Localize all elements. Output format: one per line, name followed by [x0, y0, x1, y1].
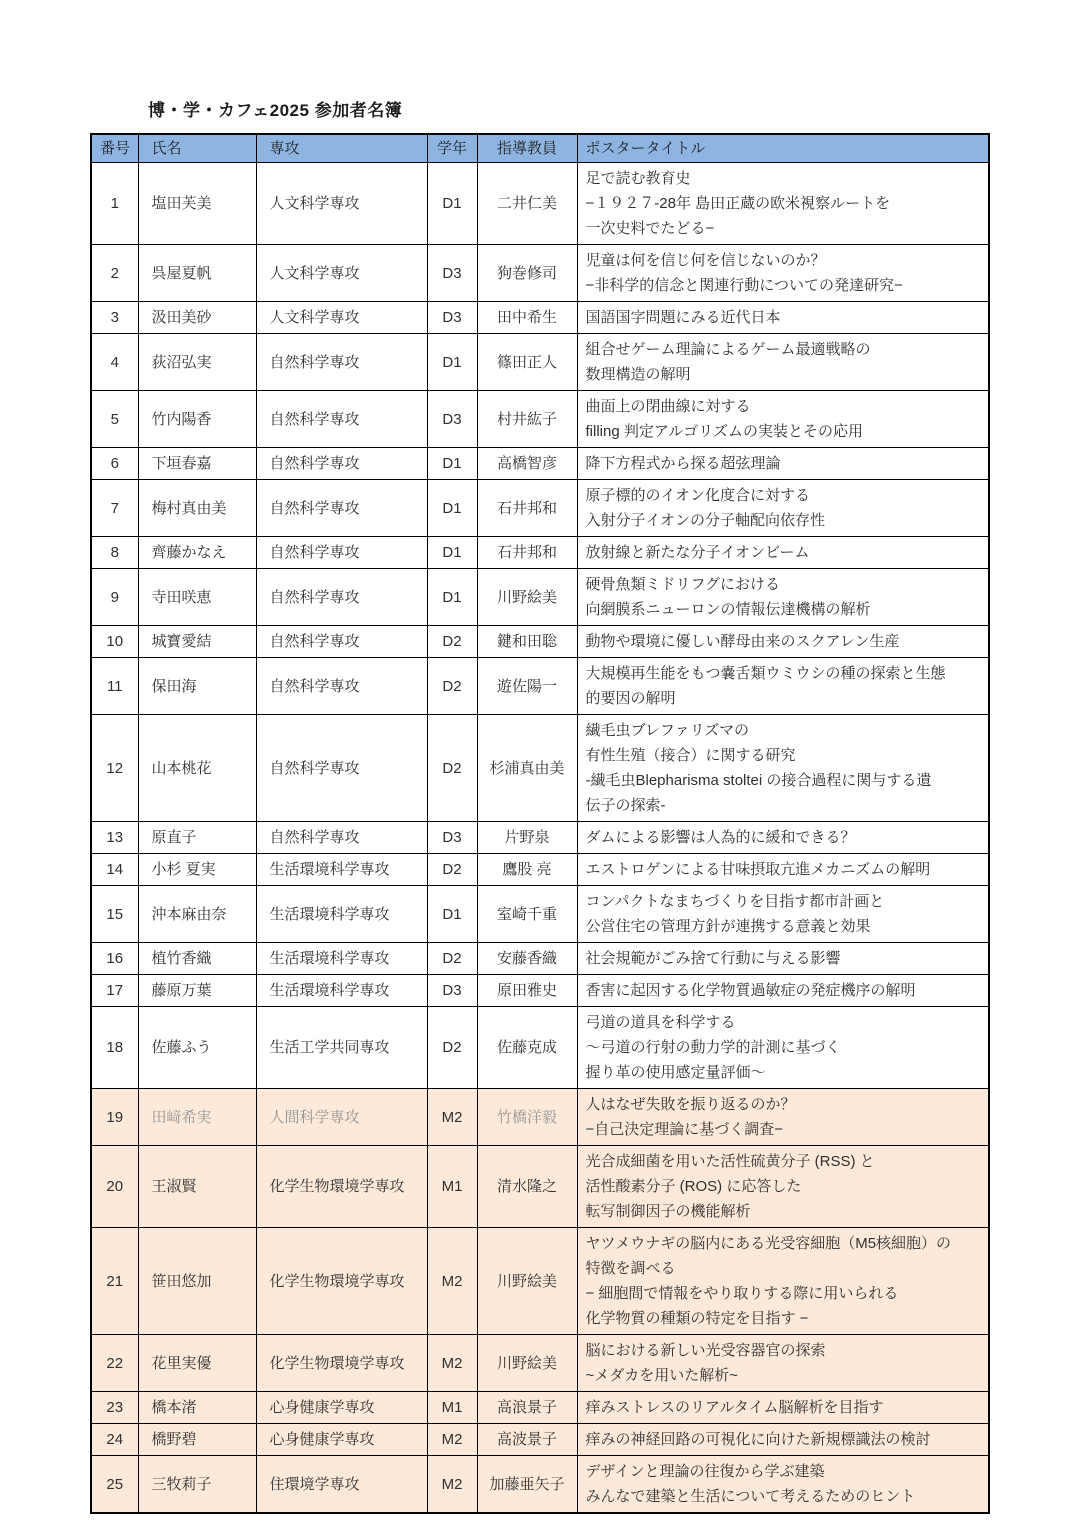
cell-year: D1: [427, 480, 477, 537]
cell-advisor: 高波景子: [477, 1424, 577, 1456]
table-row: [91, 569, 989, 626]
cell-year: D1: [427, 163, 477, 245]
cell-advisor: 二井仁美: [477, 163, 577, 245]
cell-major: 生活環境科学専攻: [256, 854, 427, 886]
table-row: [91, 854, 989, 886]
table-row: [91, 334, 989, 391]
cell-year: D2: [427, 943, 477, 975]
table-row: [91, 537, 989, 569]
cell-advisor: 田中希生: [477, 302, 577, 334]
column-header-0: 番号: [91, 134, 138, 163]
table-row: [91, 975, 989, 1007]
cell-major: 自然科学専攻: [256, 480, 427, 537]
cell-number: 24: [91, 1424, 138, 1456]
cell-advisor: 川野絵美: [477, 569, 577, 626]
cell-major: 人文科学専攻: [256, 163, 427, 245]
cell-name: 笹田悠加: [138, 1228, 256, 1335]
cell-poster-title: 大規模再生能をもつ嚢舌類ウミウシの種の探索と生態 的要因の解明: [577, 658, 989, 715]
cell-advisor: 加藤亜矢子: [477, 1456, 577, 1514]
cell-year: M2: [427, 1228, 477, 1335]
cell-poster-title: ダムによる影響は人為的に緩和できる？: [577, 822, 989, 854]
cell-poster-title: 児童は何を信じ何を信じないのか？ −非科学的信念と関連行動についての発達研究−: [577, 245, 989, 302]
cell-advisor: 安藤香織: [477, 943, 577, 975]
cell-name: 梅村真由美: [138, 480, 256, 537]
cell-poster-title: コンパクトなまちづくりを目指す都市計画と 公営住宅の管理方針が連携する意義と効果: [577, 886, 989, 943]
cell-year: D3: [427, 302, 477, 334]
table-row: [91, 1335, 989, 1392]
cell-advisor: 高浪景子: [477, 1392, 577, 1424]
column-header-5: ポスタータイトル: [577, 134, 989, 163]
table-row: [91, 1456, 989, 1514]
table-row: [91, 1089, 989, 1146]
cell-poster-title: 光合成細菌を用いた活性硫黄分子 (RSS) と 活性酸素分子 (ROS) に応答した 転写制御因子の機能解析: [577, 1146, 989, 1228]
cell-major: 生活環境科学専攻: [256, 975, 427, 1007]
table-row: [91, 1424, 989, 1456]
cell-advisor: 竹橋洋毅: [477, 1089, 577, 1146]
table-row: [91, 1392, 989, 1424]
table-header-row: [91, 134, 989, 163]
cell-number: 13: [91, 822, 138, 854]
cell-major: 自然科学専攻: [256, 658, 427, 715]
cell-advisor: 鷹股 亮: [477, 854, 577, 886]
cell-poster-title: 曲面上の閉曲線に対する filling 判定アルゴリズムの実装とその応用: [577, 391, 989, 448]
cell-name: 塩田芙美: [138, 163, 256, 245]
cell-number: 3: [91, 302, 138, 334]
cell-year: M2: [427, 1335, 477, 1392]
cell-advisor: 村井紘子: [477, 391, 577, 448]
cell-name: 下垣春嘉: [138, 448, 256, 480]
cell-number: 20: [91, 1146, 138, 1228]
cell-major: 自然科学専攻: [256, 391, 427, 448]
cell-major: 生活工学共同専攻: [256, 1007, 427, 1089]
cell-poster-title: デザインと理論の往復から学ぶ建築 みんなで建築と生活について考えるためのヒント: [577, 1456, 989, 1514]
cell-major: 心身健康学専攻: [256, 1424, 427, 1456]
cell-poster-title: 脳における新しい光受容器官の探索 ~メダカを用いた解析~: [577, 1335, 989, 1392]
table-row: [91, 626, 989, 658]
cell-name: 汲田美砂: [138, 302, 256, 334]
cell-major: 自然科学専攻: [256, 569, 427, 626]
cell-number: 11: [91, 658, 138, 715]
table-row: [91, 943, 989, 975]
cell-name: 植竹香織: [138, 943, 256, 975]
table-row: [91, 245, 989, 302]
cell-number: 6: [91, 448, 138, 480]
table-row: [91, 658, 989, 715]
cell-year: D2: [427, 1007, 477, 1089]
table-row: [91, 480, 989, 537]
column-header-4: 指導教員: [477, 134, 577, 163]
table-row: [91, 302, 989, 334]
cell-name: 橋野碧: [138, 1424, 256, 1456]
cell-poster-title: 動物や環境に優しい酵母由来のスクアレン生産: [577, 626, 989, 658]
cell-name: 花里実優: [138, 1335, 256, 1392]
cell-major: 生活環境科学専攻: [256, 886, 427, 943]
cell-major: 人文科学専攻: [256, 302, 427, 334]
cell-number: 4: [91, 334, 138, 391]
cell-advisor: 高橋智彦: [477, 448, 577, 480]
table-row: [91, 391, 989, 448]
cell-number: 22: [91, 1335, 138, 1392]
cell-name: 齊藤かなえ: [138, 537, 256, 569]
cell-major: 自然科学専攻: [256, 822, 427, 854]
page-title: 博・学・カフェ2025 参加者名簿: [148, 101, 403, 120]
cell-poster-title: 繊毛虫ブレファリズマの 有性生殖（接合）に関する研究 -繊毛虫Blepharisma stoltei の接合過程に関与する遺 伝子の探索-: [577, 715, 989, 822]
cell-poster-title: 人はなぜ失敗を振り返るのか？ −自己決定理論に基づく調査−: [577, 1089, 989, 1146]
table-row: [91, 715, 989, 822]
table-row: [91, 822, 989, 854]
cell-advisor: 川野絵美: [477, 1335, 577, 1392]
table-row: [91, 886, 989, 943]
cell-poster-title: 社会規範がごみ捨て行動に与える影響: [577, 943, 989, 975]
cell-advisor: 室崎千重: [477, 886, 577, 943]
cell-name: 田﨑希実: [138, 1089, 256, 1146]
cell-poster-title: 足で読む教育史 −１９２７-28年 島田正蔵の欧米視察ルートを 一次史料でたどる−: [577, 163, 989, 245]
cell-year: D2: [427, 715, 477, 822]
cell-number: 7: [91, 480, 138, 537]
cell-year: D3: [427, 245, 477, 302]
cell-major: 心身健康学専攻: [256, 1392, 427, 1424]
cell-major: 化学生物環境学専攻: [256, 1228, 427, 1335]
column-header-3: 学年: [427, 134, 477, 163]
cell-advisor: 石井邦和: [477, 480, 577, 537]
cell-advisor: 清水隆之: [477, 1146, 577, 1228]
cell-major: 自然科学専攻: [256, 334, 427, 391]
cell-name: 佐藤ふう: [138, 1007, 256, 1089]
cell-poster-title: 原子標的のイオン化度合に対する 入射分子イオンの分子軸配向依存性: [577, 480, 989, 537]
cell-year: D1: [427, 537, 477, 569]
cell-number: 1: [91, 163, 138, 245]
cell-major: 人間科学専攻: [256, 1089, 427, 1146]
cell-major: 自然科学専攻: [256, 715, 427, 822]
table-row: [91, 448, 989, 480]
cell-advisor: 片野泉: [477, 822, 577, 854]
table-row: [91, 1146, 989, 1228]
cell-poster-title: 弓道の道具を科学する 〜弓道の行射の動力学的計測に基づく 握り革の使用感定量評価〜: [577, 1007, 989, 1089]
cell-poster-title: 香害に起因する化学物質過敏症の発症機序の解明: [577, 975, 989, 1007]
cell-number: 23: [91, 1392, 138, 1424]
cell-name: 呉屋夏帆: [138, 245, 256, 302]
cell-major: 自然科学専攻: [256, 448, 427, 480]
cell-number: 16: [91, 943, 138, 975]
cell-poster-title: 放射線と新たな分子イオンビーム: [577, 537, 989, 569]
cell-advisor: 佐藤克成: [477, 1007, 577, 1089]
cell-number: 17: [91, 975, 138, 1007]
cell-advisor: 原田雅史: [477, 975, 577, 1007]
cell-major: 化学生物環境学専攻: [256, 1335, 427, 1392]
cell-year: D1: [427, 569, 477, 626]
cell-year: D3: [427, 975, 477, 1007]
cell-number: 12: [91, 715, 138, 822]
cell-major: 人文科学専攻: [256, 245, 427, 302]
cell-year: M2: [427, 1089, 477, 1146]
cell-name: 藤原万葉: [138, 975, 256, 1007]
cell-poster-title: エストロゲンによる甘味摂取亢進メカニズムの解明: [577, 854, 989, 886]
cell-year: D1: [427, 886, 477, 943]
cell-name: 三牧莉子: [138, 1456, 256, 1514]
cell-advisor: 篠田正人: [477, 334, 577, 391]
cell-poster-title: 痒みの神経回路の可視化に向けた新規標識法の検討: [577, 1424, 989, 1456]
cell-poster-title: 痒みストレスのリアルタイム脳解析を目指す: [577, 1392, 989, 1424]
cell-number: 9: [91, 569, 138, 626]
participants-table: [90, 133, 990, 1514]
cell-year: D2: [427, 658, 477, 715]
cell-number: 18: [91, 1007, 138, 1089]
cell-poster-title: 国語国字問題にみる近代日本: [577, 302, 989, 334]
cell-major: 自然科学専攻: [256, 626, 427, 658]
cell-name: 王淑賢: [138, 1146, 256, 1228]
cell-name: 竹内陽香: [138, 391, 256, 448]
cell-poster-title: 組合せゲーム理論によるゲーム最適戦略の 数理構造の解明: [577, 334, 989, 391]
cell-year: D3: [427, 822, 477, 854]
cell-number: 8: [91, 537, 138, 569]
cell-number: 21: [91, 1228, 138, 1335]
cell-year: D3: [427, 391, 477, 448]
cell-advisor: 川野絵美: [477, 1228, 577, 1335]
cell-poster-title: 降下方程式から探る超弦理論: [577, 448, 989, 480]
cell-poster-title: 硬骨魚類ミドリフグにおける 向網膜系ニューロンの情報伝達機構の解析: [577, 569, 989, 626]
cell-advisor: 石井邦和: [477, 537, 577, 569]
cell-name: 寺田咲恵: [138, 569, 256, 626]
cell-year: D1: [427, 334, 477, 391]
cell-name: 沖本麻由奈: [138, 886, 256, 943]
cell-advisor: 狗巻修司: [477, 245, 577, 302]
cell-advisor: 鍵和田聡: [477, 626, 577, 658]
cell-year: M2: [427, 1424, 477, 1456]
cell-number: 14: [91, 854, 138, 886]
cell-year: D2: [427, 626, 477, 658]
cell-major: 生活環境科学専攻: [256, 943, 427, 975]
table-row: [91, 1228, 989, 1335]
cell-number: 10: [91, 626, 138, 658]
table-row: [91, 163, 989, 245]
column-header-2: 専攻: [256, 134, 427, 163]
cell-year: D2: [427, 854, 477, 886]
column-header-1: 氏名: [138, 134, 256, 163]
cell-name: 小杉 夏実: [138, 854, 256, 886]
cell-year: M2: [427, 1456, 477, 1514]
cell-year: D1: [427, 448, 477, 480]
cell-number: 2: [91, 245, 138, 302]
cell-year: M1: [427, 1392, 477, 1424]
cell-name: 原直子: [138, 822, 256, 854]
cell-major: 自然科学専攻: [256, 537, 427, 569]
cell-advisor: 杉浦真由美: [477, 715, 577, 822]
cell-name: 荻沼弘実: [138, 334, 256, 391]
cell-number: 5: [91, 391, 138, 448]
cell-poster-title: ヤツメウナギの脳内にある光受容細胞（M5核細胞）の 特徴を調べる − 細胞間で情報をやり取りする際に用いられる 化学物質の種類の特定を目指す −: [577, 1228, 989, 1335]
cell-name: 橋本渚: [138, 1392, 256, 1424]
cell-name: 山本桃花: [138, 715, 256, 822]
cell-advisor: 遊佐陽一: [477, 658, 577, 715]
cell-number: 25: [91, 1456, 138, 1514]
cell-number: 19: [91, 1089, 138, 1146]
cell-year: M1: [427, 1146, 477, 1228]
cell-major: 住環境学専攻: [256, 1456, 427, 1514]
table-body: [91, 163, 989, 1514]
cell-name: 城寳愛結: [138, 626, 256, 658]
cell-number: 15: [91, 886, 138, 943]
cell-name: 保田海: [138, 658, 256, 715]
table-row: [91, 1007, 989, 1089]
cell-major: 化学生物環境学専攻: [256, 1146, 427, 1228]
